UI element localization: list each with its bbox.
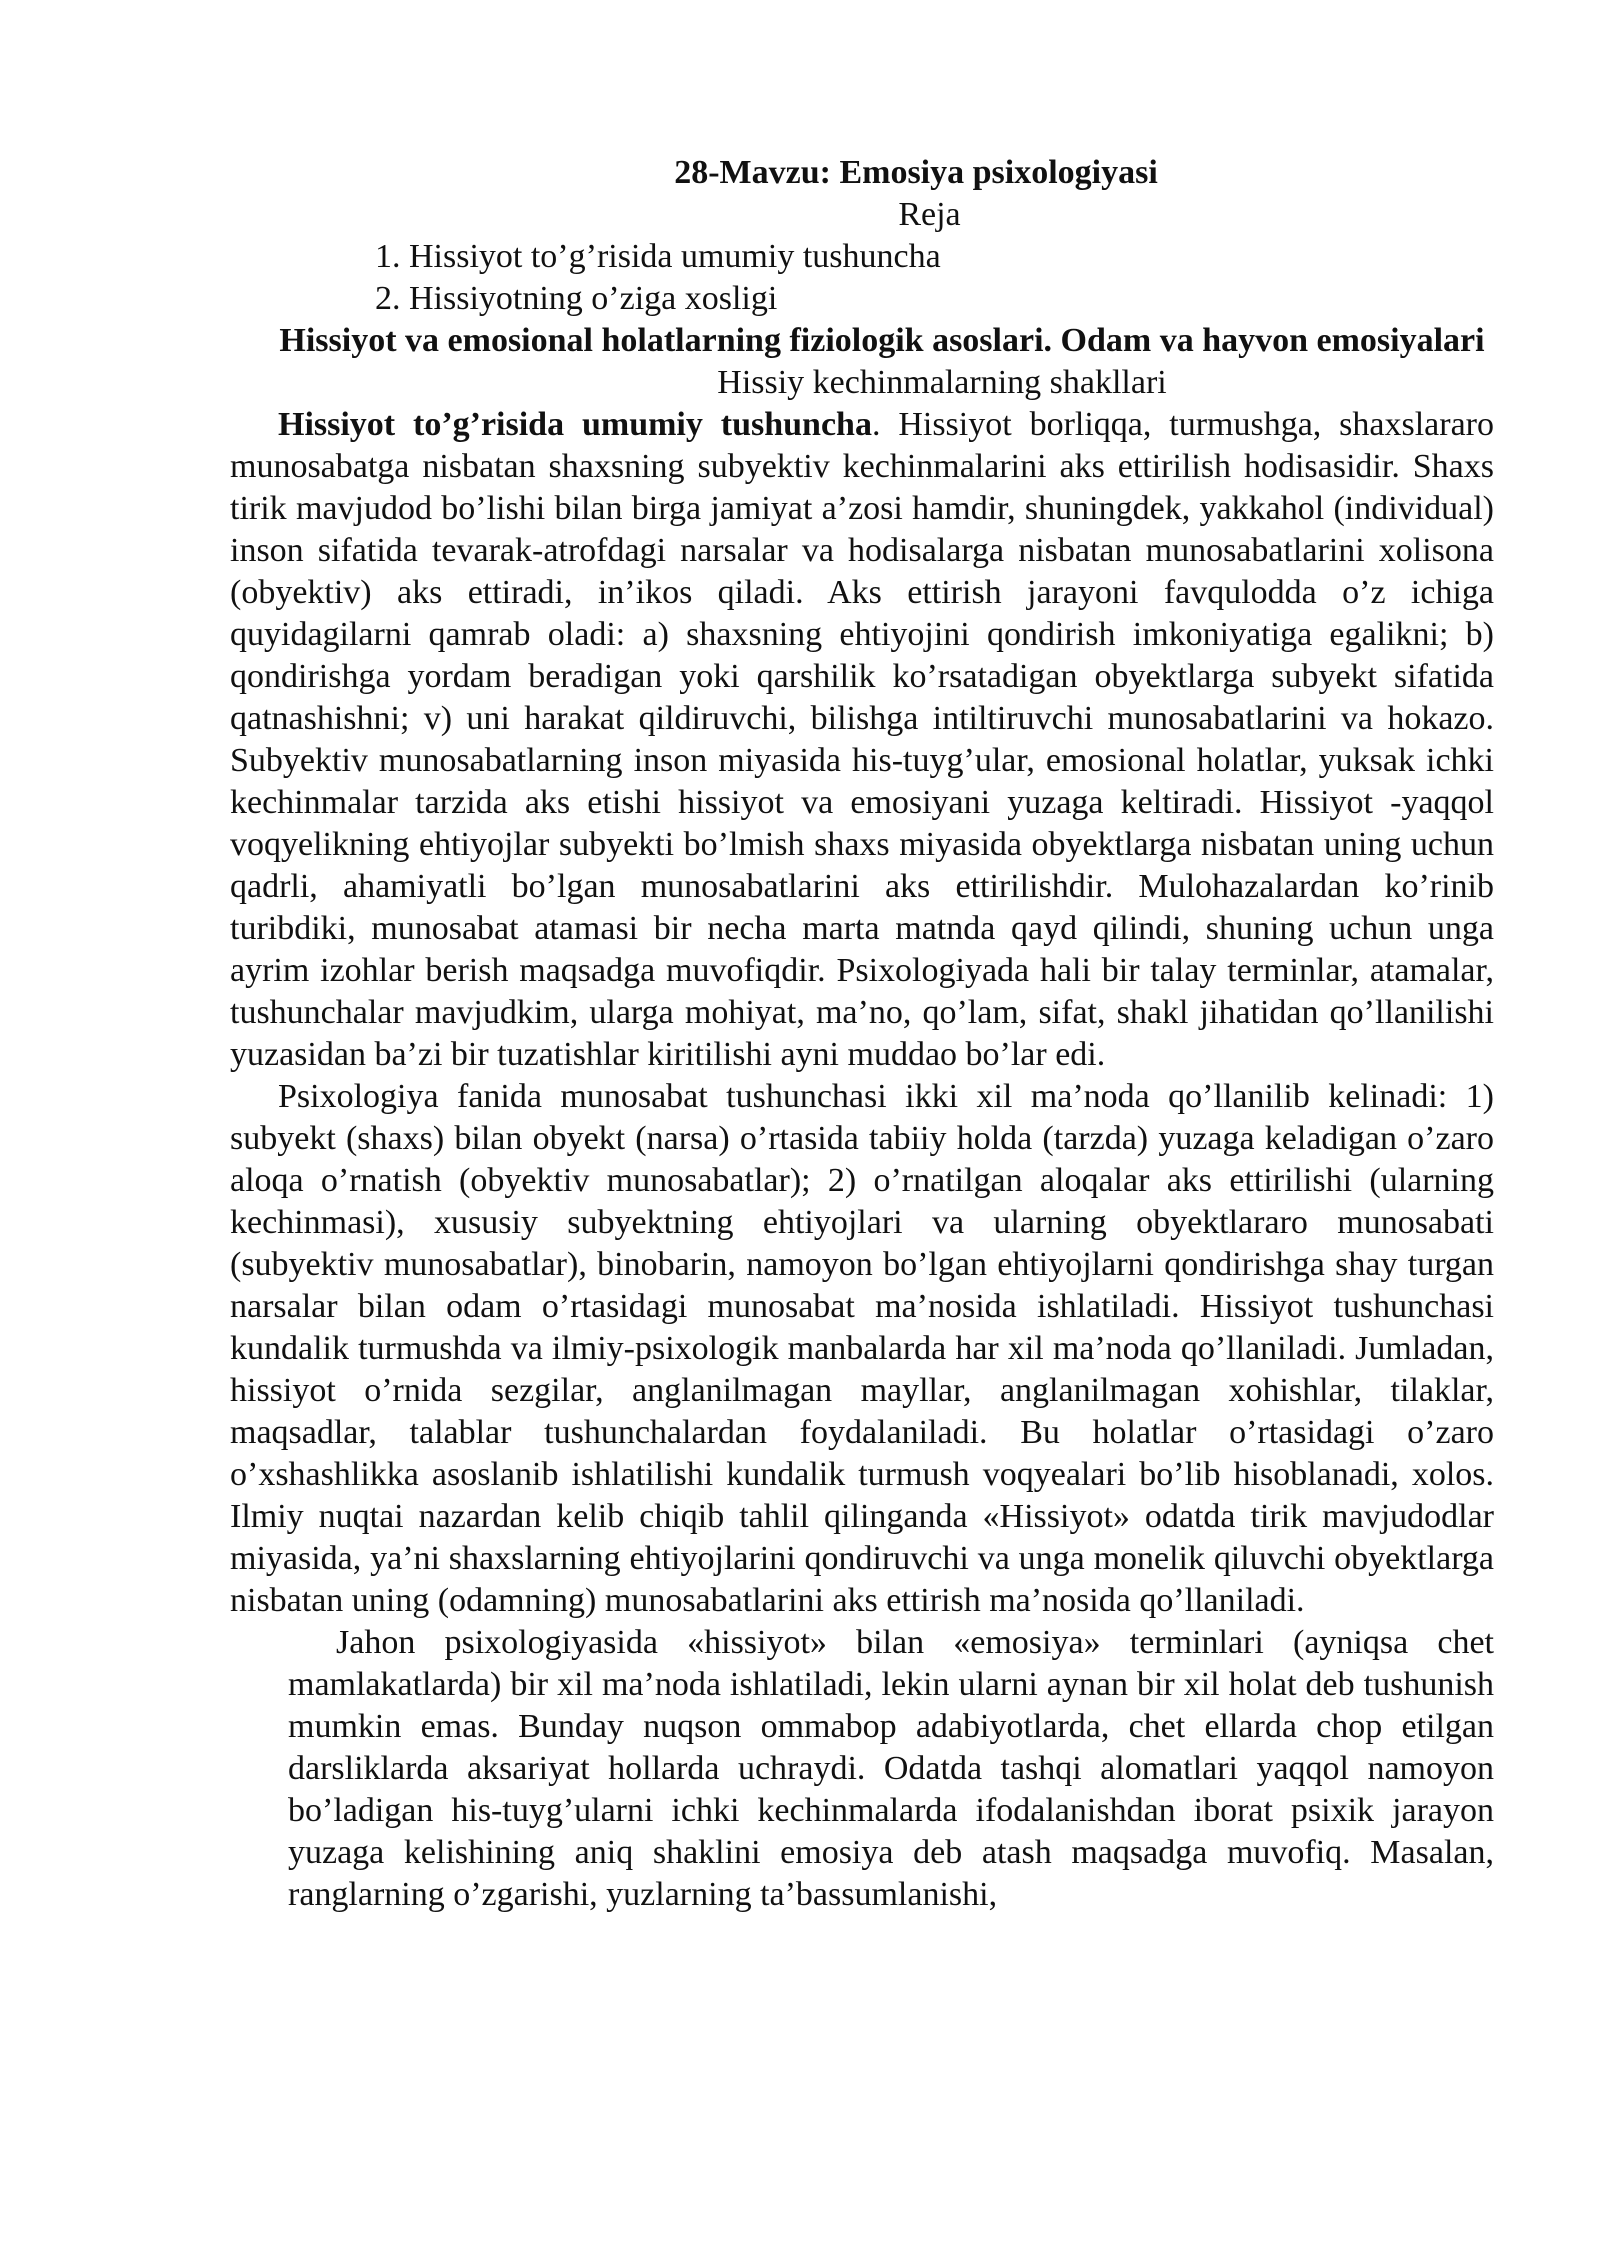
plan-heading: Reja: [898, 196, 961, 233]
paragraph-text: . Hissiyot borliqqa, turmushga, shaxslararo munosabatga nisbatan shaxsning subyektiv kechinmalarini aks ettirilish hodisasidir. Shaxs tirik mavjudod bo’lishi bilan birga jamiyat a’zosi hamdir, shuningdek, yakkahol (individual) inson sifatida tevarak-atrofdagi narsalar va hodisalarga nisbatan munosabatlarini xolisona (obyektiv) aks ettiradi, in’ikos qiladi. Aks ettirish jarayoni favqulodda o’z ichiga quyidagilarni qamrab oladi: a) shaxsning ehtiyojini qondirish imkoniyatiga egalikni; b) qondirishga yordam beradigan yoki qarshilik ko’rsatadigan obyektlarga subyekt sifatida qatnashishni; v) uni harakat qildiruvchi, bilishga intiltiruvchi munosabatlarini va hokazo. Subyektiv munosabatlarning inson miyasida his-tuyg’ular, emosional holatlar, yuksak ichki kechinmalar tarzida aks etishi hissiyot va emosiyani yuzaga keltiradi. Hissiyot -yaqqol voqyelikning ehtiyojlar subyekti bo’lmish shaxs miyasida obyektlarga nisbatan uning uchun qadrli, ahamiyatli bo’lgan munosabatlarini aks ettirilishdir. Mulohazalardan ko’rinib turibdiki, munosabat atamasi bir necha marta matnda qayd qilindi, shuning uchun unga ayrim izohlar berish maqsadga muvofiqdir. Psixologiyada hali bir talay terminlar, atamalar, tushunchalar mavjudkim, ularga mohiyat, ma’no, qo’lam, sifat, shakl jihatidan qo’llanilishi yuzasidan ba’zi bir tuzatishlar kiritilishi ayni muddao bo’lar edi.: [230, 406, 1494, 1073]
section-subheading: Hissiy kechinmalarning shakllari: [717, 364, 1167, 401]
document-title: 28-Mavzu: Emosiya psixologiyasi: [674, 154, 1158, 191]
plan-item: 2. Hissiyotning o’ziga xosligi: [375, 280, 778, 317]
page-content: [230, 152, 1494, 1916]
body-paragraph: Psixologiya fanida munosabat tushunchasi ikki xil ma’noda qo’llanilib kelinadi: 1) subyekt (shaxs) bilan obyekt (narsa) o’rtasida tabiiy holda (tarzda) yuzaga keladigan o’zaro aloqa o’rnatish (obyektiv munosabatlar); 2) o’rnatilgan aloqalar aks ettirilishi (ularning kechinmasi), xususiy subyektning ehtiyojlari va ularning obyektlararo munosabati (subyektiv munosabatlar), binobarin, namoyon bo’lgan ehtiyojlarni qondirishga shay turgan narsalar bilan odam o’rtasidagi munosabat ma’nosida ishlatiladi. Hissiyot tushunchasi kundalik turmushda va ilmiy-psixologik manbalarda har xil ma’noda qo’llaniladi. Jumladan, hissiyot o’rnida sezgilar, anglanilmagan mayllar, anglanilmagan xohishlar, tilaklar, maqsadlar, talablar tushunchalardan foydalaniladi. Bu holatlar o’rtasidagi o’zaro o’xshashlikka asoslanib ishlatilishi kundalik turmush voqyealari bo’lib hisoblanadi, xolos. Ilmiy nuqtai nazardan kelib chiqib tahlil qilinganda «Hissiyot» odatda tirik mavjudodlar miyasida, ya’ni shaxslarning ehtiyojlarini qondiruvchi va unga monelik qiluvchi obyektlarga nisbatan uning (odamning) munosabatlarini aks ettirish ma’nosida qo’llaniladi.: [230, 1078, 1494, 1619]
body-paragraph: [230, 404, 1494, 1076]
plan-item: 1. Hissiyot to’g’risida umumiy tushuncha: [375, 238, 941, 275]
paragraph-lead-term: Hissiyot to’g’risida umumiy tushuncha: [278, 406, 872, 443]
section-heading: Hissiyot va emosional holatlarning fiziologik asoslari. Odam va hayvon emosiyalari: [279, 322, 1485, 359]
plan-list: [230, 236, 1494, 320]
body-paragraph: Jahon psixologiyasida «hissiyot» bilan «emosiya» terminlari (ayniqsa chet mamlakatlarda) bir xil ma’noda ishlatiladi, lekin ularni aynan bir xil holat deb tushunish mumkin emas. Bunday nuqson ommabop adabiyotlarda, chet ellarda chop etilgan darsliklarda aksariyat hollarda uchraydi. Odatda tashqi alomatlari yaqqol namoyon bo’ladigan his-tuyg’ularni ichki kechinmalarda ifodalanishdan iborat psixik jarayon yuzaga kelishining aniq shaklini emosiya deb atash maqsadga muvofiq. Masalan, ranglarning o’zgarishi, yuzlarning ta’bassumlanishi,: [288, 1624, 1494, 1913]
